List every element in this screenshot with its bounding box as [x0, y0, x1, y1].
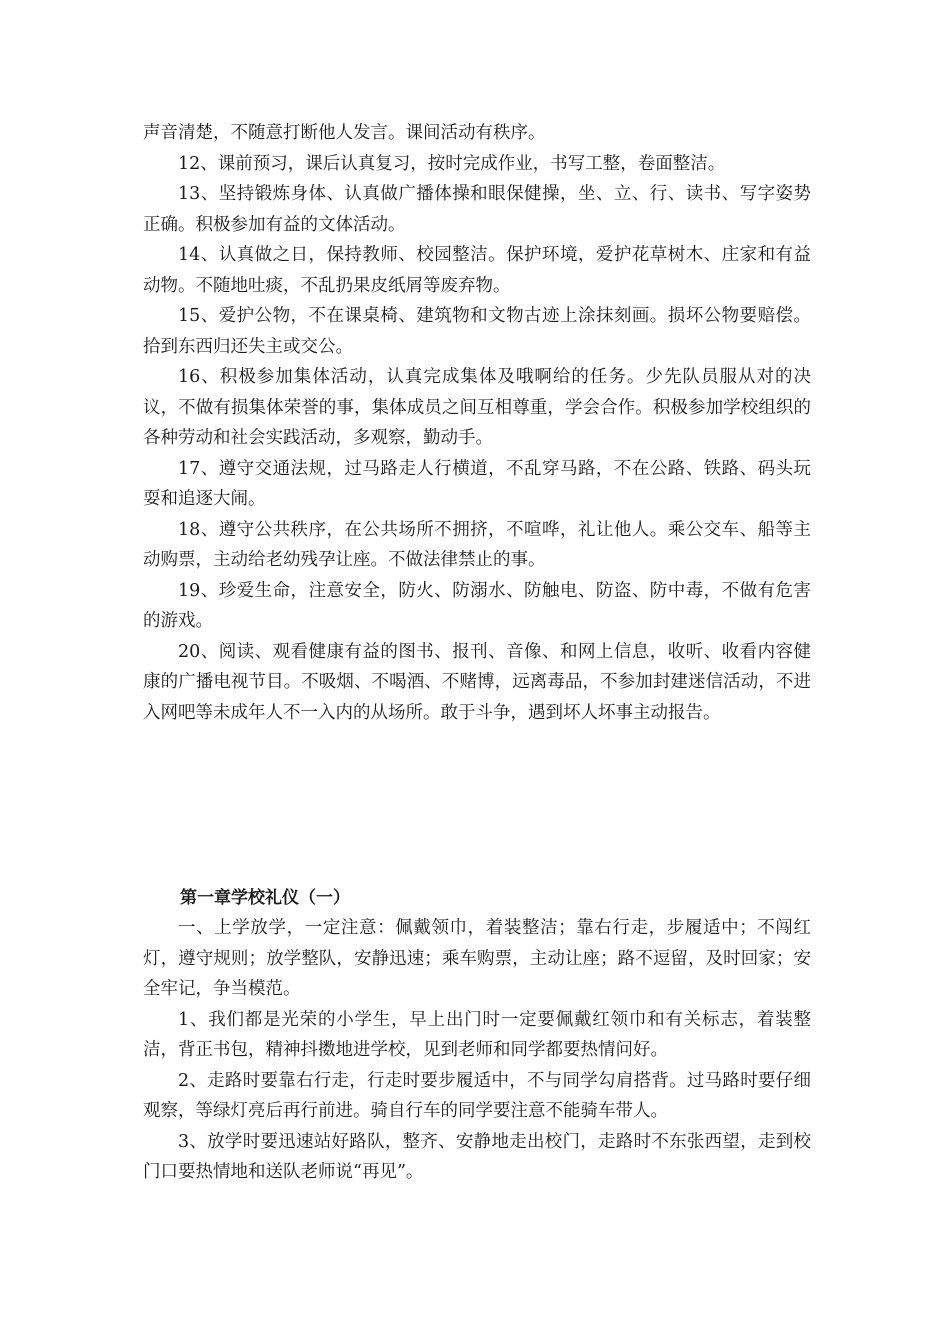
rule-15: 15、爱护公物，不在课桌椅、建筑物和文物古迹上涂抹刻画。损坏公物要赔偿。拾到东西归还失主或交公。	[143, 306, 811, 357]
chapter-title: 第一章学校礼仪（一）	[180, 888, 350, 908]
etiquette-item-3: 3、放学时要迅速站好路队，整齐、安静地走出校门，走路时不东张西望，走到校门口要热情地和送队老师说“再见”。	[143, 1131, 811, 1182]
rule-14: 14、认真做之日，保持教师、校园整洁。保护环境，爱护花草树木、庄家和有益动物。不随地吐痰，不乱扔果皮纸屑等废弃物。	[143, 245, 811, 296]
etiquette-item-1: 1、我们都是光荣的小学生，早上出门时一定要佩戴红领巾和有关标志，着装整洁，背正书包，精神抖擞地进学校，见到老师和同学都要热情问好。	[143, 1009, 811, 1060]
etiquette-item-2: 2、走路时要靠右行走，行走时要步履适中，不与同学勾肩搭背。过马路时要仔细观察，等绿灯亮后再行前进。骑自行车的同学要注意不能骑车带人。	[143, 1070, 811, 1121]
rules-section	[143, 118, 811, 728]
rule-13: 13、坚持锻炼身体、认真做广播体操和眼保健操，坐、立、行、读书、写字姿势正确。积极参加有益的文体活动。	[143, 184, 811, 235]
etiquette-intro: 一、上学放学，一定注意：佩戴领巾，着装整洁；靠右行走，步履适中；不闯红灯，遵守规则；放学整队，安静迅速；乘车购票，主动让座；路不逗留，及时回家；安全牢记，争当模范。	[143, 918, 811, 999]
paragraph-continuation: 声音清楚，不随意打断他人发言。课间活动有秩序。	[143, 123, 546, 143]
rule-18: 18、遵守公共秩序，在公共场所不拥挤，不喧哗，礼让他人。乘公交车、船等主动购票，主动给老幼残孕让座。不做法律禁止的事。	[143, 519, 811, 570]
rule-12: 12、课前预习，课后认真复习，按时完成作业，书写工整，卷面整洁。	[178, 153, 726, 174]
etiquette-section	[143, 883, 811, 1188]
rule-16: 16、积极参加集体活动，认真完成集体及哦啊给的任务。少先队员服从对的决议，不做有损集体荣誉的事，集体成员之间互相尊重，学会合作。积极参加学校组织的各种劳动和社会实践活动，多观察，勤动手。	[143, 367, 811, 448]
rule-17: 17、遵守交通法规，过马路走人行横道，不乱穿马路，不在公路、铁路、码头玩耍和追逐大闹。	[143, 458, 811, 509]
rule-20: 20、阅读、观看健康有益的图书、报刊、音像、和网上信息，收听、收看内容健康的广播电视节目。不吸烟、不喝酒、不赌博，远离毒品，不参加封建迷信活动，不进入网吧等未成年人不一入内的从场所。敢于斗争，遇到坏人坏事主动报告。	[143, 641, 811, 723]
rule-19: 19、珍爱生命，注意安全，防火、防溺水、防触电、防盗、防中毒，不做有危害的游戏。	[143, 580, 811, 631]
